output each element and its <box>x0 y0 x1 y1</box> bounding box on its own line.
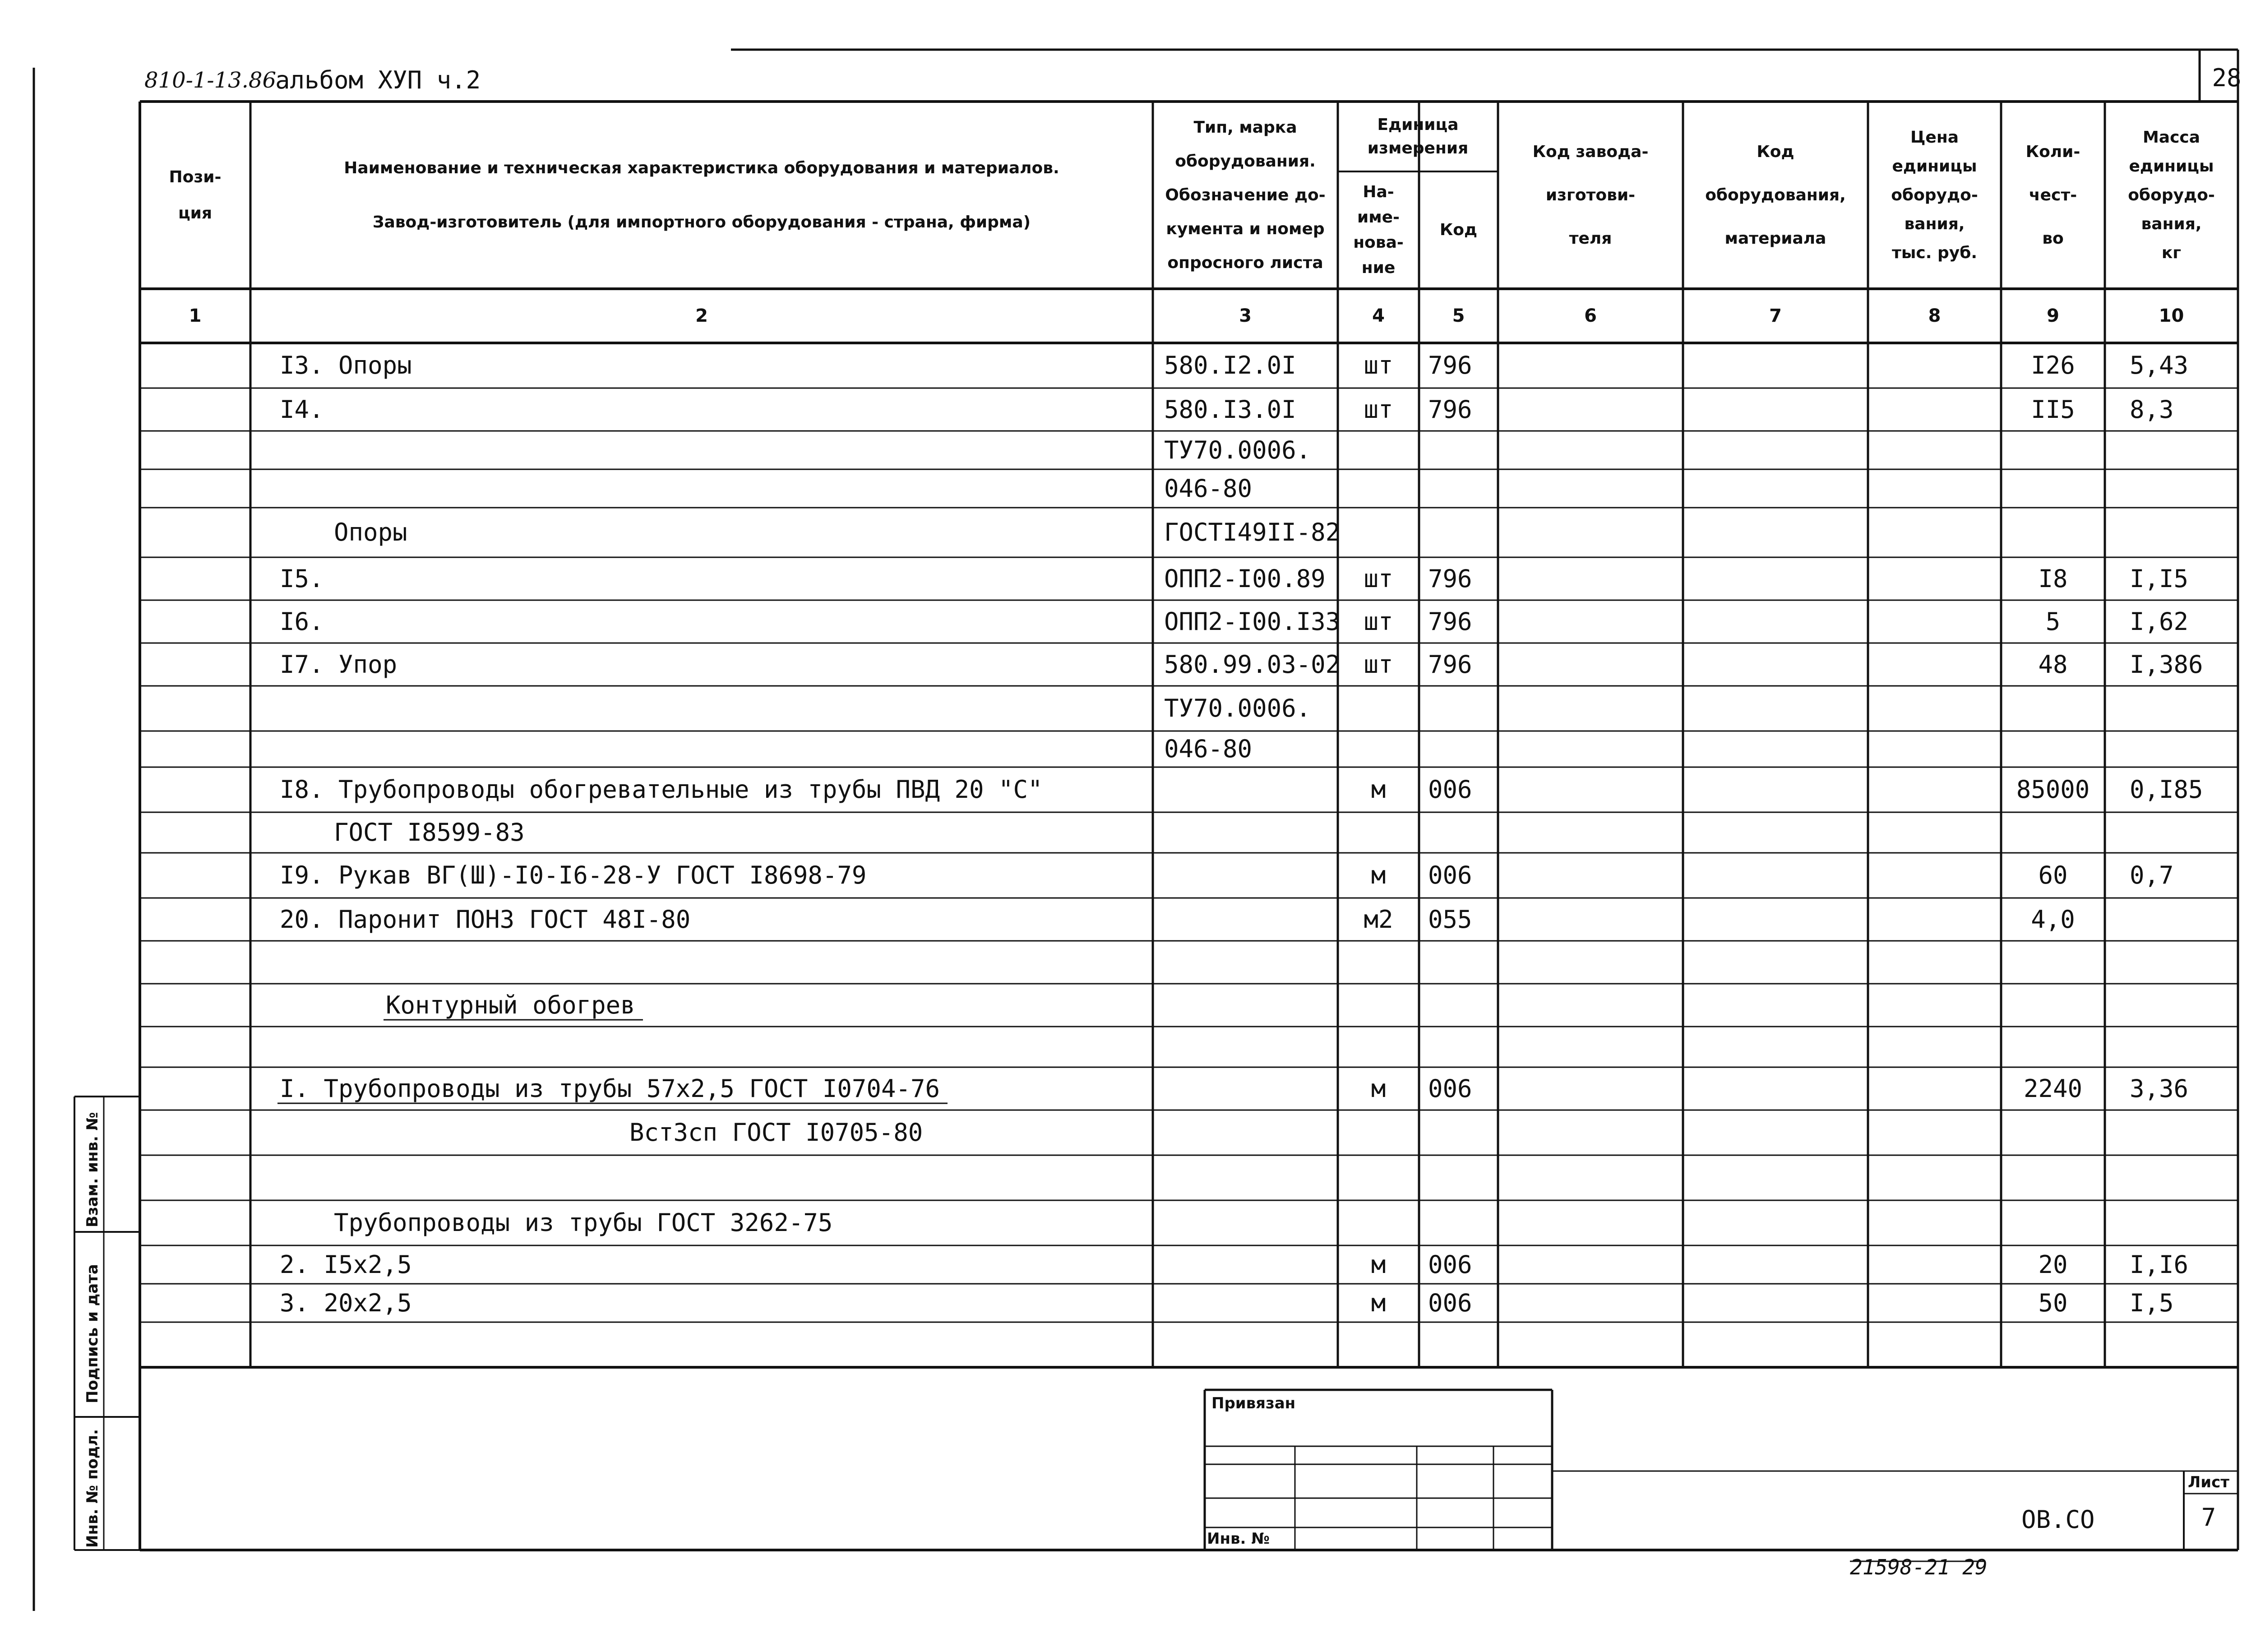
row-mass: 5,43 <box>2130 351 2189 379</box>
row-mass: I,62 <box>2130 607 2189 636</box>
header-name <box>250 141 1153 250</box>
side-replace-inv: Взам. инв. № <box>83 1112 102 1227</box>
header-mass-line: Масса <box>2142 128 2201 147</box>
header-mass-line: вания, <box>2141 214 2202 233</box>
row-type: ТУ70.0006. <box>1164 694 1311 722</box>
column-number: 9 <box>2047 305 2059 326</box>
header-factory-code-line: теля <box>1569 229 1612 248</box>
row-quantity: 85000 <box>2016 775 2090 804</box>
header-equipment-code <box>1683 130 1868 260</box>
header-mass-line: единицы <box>2129 157 2214 176</box>
header-mass-line: оборудо- <box>2128 185 2215 204</box>
row-code: 006 <box>1428 1074 1472 1103</box>
row-unit: м <box>1371 1250 1386 1279</box>
row-unit: м <box>1371 1074 1386 1103</box>
row-quantity: I8 <box>2038 565 2068 593</box>
column-number: 1 <box>189 305 202 326</box>
header-equipment-code-line: Код <box>1757 142 1794 161</box>
row-code: 006 <box>1428 1250 1472 1279</box>
row-code: 006 <box>1428 861 1472 889</box>
row-unit: шт <box>1364 607 1393 636</box>
row-unit: шт <box>1364 565 1393 593</box>
row-unit: шт <box>1364 395 1393 424</box>
row-mass: I,386 <box>2130 650 2203 679</box>
header-name-line: Завод-изготовитель (для импортного оборудования - страна, фирма) <box>372 213 1031 231</box>
row-type: ОПП2-I00.89 <box>1164 565 1326 593</box>
row-mass: 0,7 <box>2130 861 2174 889</box>
header-price-line: Цена <box>1910 128 1959 147</box>
row-unit: м2 <box>1364 905 1393 934</box>
row-type: 046-80 <box>1164 735 1253 763</box>
page-number: 28 <box>2212 64 2242 92</box>
row-code: 796 <box>1428 395 1472 424</box>
header-price-line: тыс. руб. <box>1891 243 1978 262</box>
header-unit-line: измерения <box>1367 139 1469 157</box>
header-type <box>1153 111 1338 280</box>
row-code: 796 <box>1428 650 1472 679</box>
stamp-inv-label: Инв. № <box>1207 1530 1270 1548</box>
header-unit-code <box>1419 216 1498 245</box>
header-factory-code <box>1498 130 1683 260</box>
header-type-line: оборудования. <box>1175 152 1316 171</box>
sheet-label: Лист <box>2188 1473 2229 1491</box>
header-type-line: Обозначение до- <box>1165 186 1326 204</box>
row-mass: I,5 <box>2130 1289 2174 1317</box>
side-orig-inv: Инв. № подл. <box>83 1429 102 1548</box>
row-name: I4. <box>280 395 324 424</box>
row-quantity: 48 <box>2038 650 2068 679</box>
side-sign-date: Подпись и дата <box>83 1264 102 1403</box>
row-name: I3. Опоры <box>280 351 412 379</box>
row-name: Контурный обогрев <box>386 991 635 1019</box>
header-price-line: оборудо- <box>1891 185 1978 204</box>
row-quantity: II5 <box>2031 395 2075 424</box>
column-number: 2 <box>695 305 708 326</box>
column-number: 10 <box>2159 305 2184 326</box>
row-quantity: 20 <box>2038 1250 2068 1279</box>
column-number: 3 <box>1239 305 1252 326</box>
stamp-bound-label: Привязан <box>1211 1394 1296 1412</box>
row-quantity: 5 <box>2045 607 2061 636</box>
row-name: 20. Паронит ПОНЗ ГОСТ 48I-80 <box>280 905 691 934</box>
row-unit: м <box>1371 775 1386 804</box>
row-mass: 3,36 <box>2130 1074 2189 1103</box>
sheet-number: 7 <box>2201 1503 2216 1532</box>
row-type: 580.99.03-02 <box>1164 650 1341 679</box>
doc-code: ОВ.СО <box>2021 1505 2095 1534</box>
header-factory-code-line: Код завода- <box>1532 142 1649 161</box>
row-mass: I,I5 <box>2130 565 2189 593</box>
column-number: 7 <box>1769 305 1782 326</box>
header-unit-name <box>1338 180 1419 281</box>
row-type: ТУ70.0006. <box>1164 436 1311 464</box>
column-number: 5 <box>1452 305 1465 326</box>
row-code: 006 <box>1428 775 1472 804</box>
row-name: I8. Трубопроводы обогревательные из трубы ПВД 20 "С" <box>280 775 1043 804</box>
row-name: I6. <box>280 607 324 636</box>
header-factory-code-line: изготови- <box>1545 185 1636 204</box>
header-equipment-code-line: материала <box>1724 229 1826 248</box>
row-quantity: 60 <box>2038 861 2068 889</box>
row-quantity: 4,0 <box>2031 905 2075 934</box>
row-type: 580.I2.0I <box>1164 351 1296 379</box>
header-position-line: ция <box>178 204 213 222</box>
header-unit-name-line: На- <box>1363 183 1394 201</box>
row-unit: м <box>1371 1289 1386 1317</box>
header-mass-line: кг <box>2161 243 2182 262</box>
header-quantity <box>2001 130 2105 260</box>
header-unit-line: Единица <box>1377 115 1459 134</box>
column-number: 6 <box>1584 305 1597 326</box>
album-label: альбом ХУП ч.2 <box>275 66 481 94</box>
row-mass: I,I6 <box>2130 1250 2189 1279</box>
series-code: 810-1-13.86 <box>144 68 277 93</box>
row-unit: м <box>1371 861 1386 889</box>
column-number: 8 <box>1928 305 1941 326</box>
header-equipment-code-line: оборудования, <box>1705 185 1846 204</box>
row-name: I. Трубопроводы из трубы 57х2,5 ГОСТ I0704-76 <box>280 1074 940 1103</box>
row-code: 796 <box>1428 351 1472 379</box>
row-name: I7. Упор <box>280 650 398 679</box>
row-type: ОПП2-I00.I33 <box>1164 607 1341 636</box>
header-price <box>1868 123 2001 268</box>
row-quantity: 2240 <box>2023 1074 2083 1103</box>
header-quantity-line: чест- <box>2029 185 2077 204</box>
header-position-line: Пози- <box>169 167 222 186</box>
row-mass: 8,3 <box>2130 395 2174 424</box>
header-type-line: кумента и номер <box>1166 220 1325 238</box>
header-quantity-line: во <box>2042 229 2064 248</box>
header-mass <box>2105 123 2238 268</box>
row-name: ГОСТ I8599-83 <box>334 818 525 847</box>
column-number: 4 <box>1372 305 1385 326</box>
header-price-line: единицы <box>1892 157 1977 176</box>
row-unit: шт <box>1364 650 1393 679</box>
row-code: 796 <box>1428 565 1472 593</box>
header-position <box>140 159 250 231</box>
row-name: I5. <box>280 565 324 593</box>
row-name: 3. 20х2,5 <box>280 1289 412 1317</box>
row-type: 580.I3.0I <box>1164 395 1296 424</box>
row-name: 2. I5х2,5 <box>280 1250 412 1279</box>
row-name: I9. Рукав ВГ(Ш)-I0-I6-28-У ГОСТ I8698-79 <box>280 861 867 889</box>
row-mass: 0,I85 <box>2130 775 2203 804</box>
row-code: 006 <box>1428 1289 1472 1317</box>
header-name-line: Наименование и техническая характеристика оборудования и материалов. <box>344 158 1059 177</box>
row-unit: шт <box>1364 351 1393 379</box>
row-name: Опоры <box>334 518 407 546</box>
header-unit-code-line: Код <box>1439 221 1478 239</box>
header-unit-name-line: име- <box>1357 208 1400 227</box>
row-code: 796 <box>1428 607 1472 636</box>
header-unit-name-line: нова- <box>1353 233 1404 252</box>
header-unit-name-line: ние <box>1361 259 1396 277</box>
header-price-line: вания, <box>1904 214 1965 233</box>
header-type-line: опросного листа <box>1167 254 1323 272</box>
row-name: ВстЗсп ГОСТ I0705-80 <box>629 1118 923 1147</box>
header-quantity-line: Коли- <box>2025 142 2080 161</box>
header-unit <box>1338 113 1498 160</box>
row-name: Трубопроводы из трубы ГОСТ 3262-75 <box>334 1208 833 1237</box>
row-quantity: 50 <box>2038 1289 2068 1317</box>
row-type: ГОСТI49II-82 <box>1164 518 1341 546</box>
row-code: 055 <box>1428 905 1472 934</box>
row-type: 046-80 <box>1164 474 1253 503</box>
row-quantity: I26 <box>2031 351 2075 379</box>
header-type-line: Тип, марка <box>1193 118 1297 137</box>
bottom-number: 21598-21 29 <box>1850 1555 1988 1579</box>
